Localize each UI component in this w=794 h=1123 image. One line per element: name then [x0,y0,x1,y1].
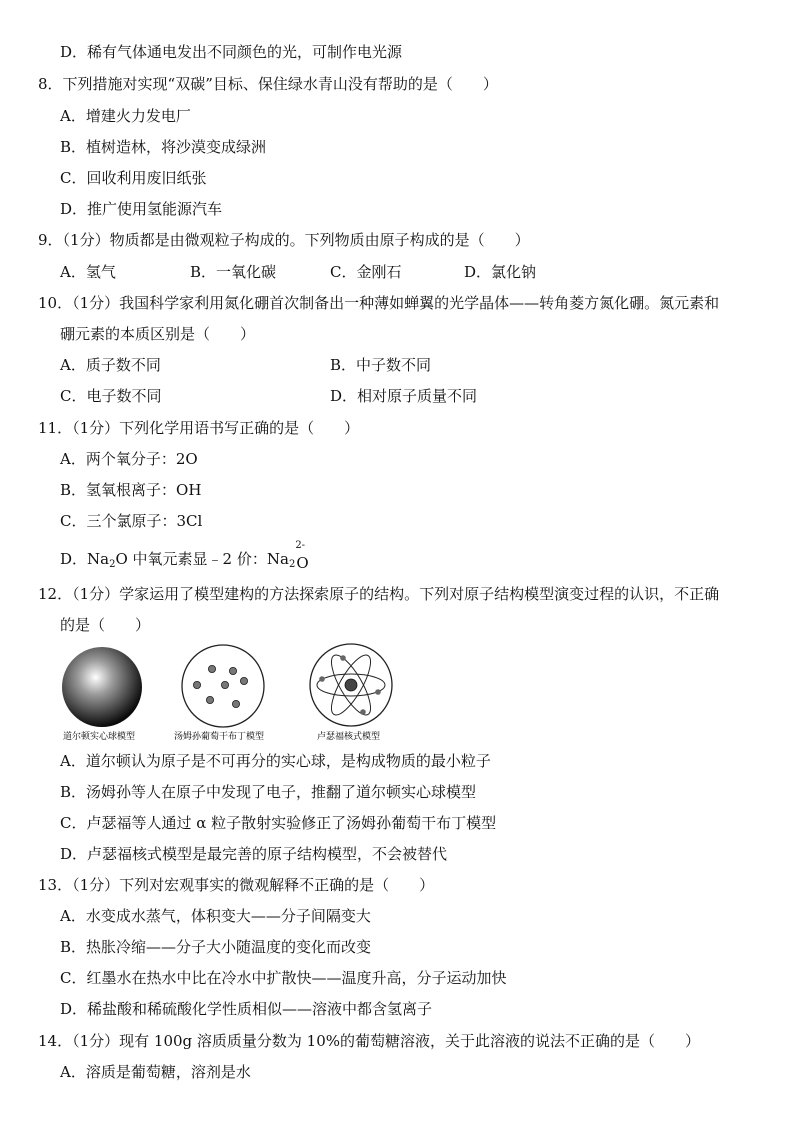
figure-caption-dalton: 道尔顿实心球模型 [63,732,136,742]
question-11-option-d [60,540,309,575]
question-12-option-c: C．卢瑟福等人通过 α 粒子散射实验修正了汤姆孙葡萄干布丁模型 [60,814,497,832]
rutherford-nuclear-figure [306,642,398,730]
question-11-option-c: C．三个氯原子：3Cl [60,512,203,530]
option-d-prefix: D．Na [60,550,110,568]
question-13-option-a: A．水变成水蒸气，体积变大——分子间隔变大 [60,907,371,925]
valence-charge: 2- [295,540,306,551]
question-8-option-c: C．回收利用废旧纸张 [60,169,207,187]
question-12-option-b: B．汤姆孙等人在原子中发现了电子，推翻了道尔顿实心球模型 [60,783,477,801]
question-13-option-c: C．红墨水在热水中比在冷水中扩散快——温度升高，分子运动加快 [60,969,507,987]
question-9-option-c: C．金刚石 [330,263,402,281]
question-10-stem-line2: 硼元素的本质区别是（ ） [60,325,256,343]
figure-caption-rutherford: 卢瑟福核式模型 [317,732,381,742]
option-d-prev: D．稀有气体通电发出不同颜色的光，可制作电光源 [60,43,403,61]
question-10-option-a: A．质子数不同 [60,356,161,374]
question-8-option-d: D．推广使用氢能源汽车 [60,200,223,218]
valence-element: O [296,554,309,572]
question-13-option-b: B．热胀冷缩——分子大小随温度的变化而改变 [60,938,372,956]
valence-notation [295,540,309,572]
question-8-option-a: A．增建火力发电厂 [60,107,191,125]
question-11-option-a: A．两个氧分子：2O [60,450,198,468]
question-12-stem-line2: 的是（ ） [60,616,151,634]
question-9-option-d: D．氯化钠 [464,263,537,281]
question-10-option-c: C．电子数不同 [60,387,162,405]
question-14-option-a: A．溶质是葡萄糖，溶剂是水 [60,1063,251,1081]
question-10-option-d: D．相对原子质量不同 [330,387,478,405]
question-8-stem: 8．下列措施对实现“双碳”目标、保住绿水青山没有帮助的是（ ） [38,75,498,93]
dalton-solid-sphere-figure [55,646,155,730]
question-12-option-d: D．卢瑟福核式模型是最完善的原子结构模型，不会被替代 [60,845,448,863]
subscript: 2 [109,559,116,570]
question-8-option-b: B．植树造林，将沙漠变成绿洲 [60,138,267,156]
question-10-option-b: B．中子数不同 [330,356,432,374]
question-12-option-a: A．道尔顿认为原子是不可再分的实心球，是构成物质的最小粒子 [60,752,491,770]
question-11-stem: 11．（1分）下列化学用语书写正确的是（ ） [38,419,360,437]
question-9-option-b: B．一氧化碳 [190,263,277,281]
question-13-stem: 13．（1分）下列对宏观事实的微观解释不正确的是（ ） [38,876,435,894]
subscript: 2 [288,559,296,570]
question-13-option-d: D．稀盐酸和稀硫酸化学性质相似——溶液中都含氢离子 [60,1000,433,1018]
option-d-middle: O 中氧元素显﹣2 价：Na [115,550,289,568]
question-12-stem-line1: 12．（1分）学家运用了模型建构的方法探索原子的结构。下列对原子结构模型演变过程的认识，不正确 [38,585,720,603]
thomson-plum-pudding-figure [180,643,270,731]
question-10-stem-line1: 10．（1分）我国科学家利用氮化硼首次制备出一种薄如蝉翼的光学晶体——转角菱方氮化硼。氮元素和 [38,294,720,312]
question-9-option-a: A．氢气 [60,263,116,281]
question-14-stem: 14．（1分）现有 100g 溶质质量分数为 10%的葡萄糖溶液，关于此溶液的说法不正确的是（ ） [38,1032,701,1050]
figure-caption-thomson: 汤姆孙葡萄干布丁模型 [174,732,265,742]
question-11-option-b: B．氢氧根离子：OH [60,481,202,499]
question-9-stem: 9．（1分）物质都是由微观粒子构成的。下列物质由原子构成的是（ ） [38,231,530,249]
